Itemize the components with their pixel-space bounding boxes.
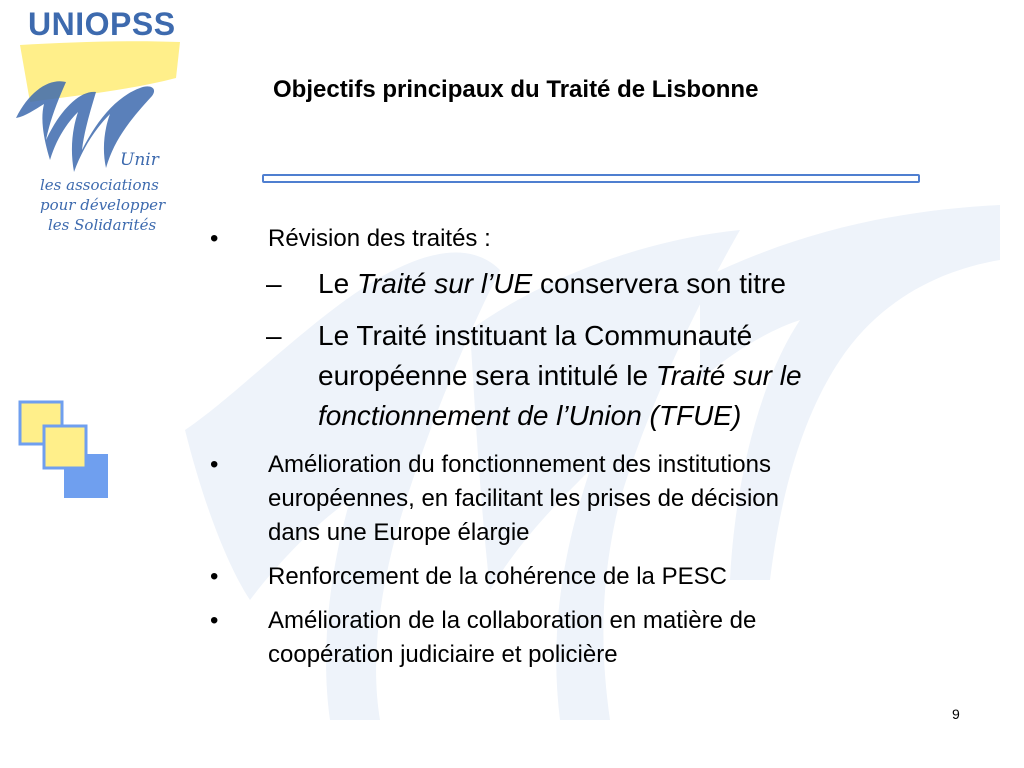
logo-wordmark: UNIOPSS [28, 6, 176, 42]
slide-title: Objectifs principaux du Traité de Lisbonne [273, 76, 759, 103]
text-run: Le [318, 268, 357, 299]
text-line: coopération judiciaire et policière [268, 641, 618, 668]
text-line: européennes, en facilitant les prises de décision [268, 485, 779, 512]
sub-bullet-text [318, 316, 802, 436]
bullet-text: Révision des traités : [268, 225, 491, 252]
text-run: conservera son titre [532, 268, 786, 299]
sub-bullet-text [318, 264, 786, 304]
uniopss-logo [0, 0, 200, 250]
bullet-marker: • [210, 225, 219, 252]
bullet-text [268, 604, 756, 672]
sub-bullet-marker: – [266, 320, 282, 351]
svg-text:pour développer: pour développer [40, 196, 166, 214]
svg-text:les associations: les associations [40, 176, 159, 194]
bullet-marker: • [210, 563, 219, 590]
text-run-italic: Traité sur l’UE [356, 268, 533, 299]
sub-bullet-marker: – [266, 268, 282, 299]
decorative-squares [14, 396, 114, 506]
svg-text:les Solidarités: les Solidarités [48, 216, 157, 234]
title-underline [262, 174, 920, 183]
text-line [318, 356, 802, 396]
svg-text:Unir: Unir [120, 150, 159, 170]
text-run: Le Traité instituant la Communauté [318, 320, 753, 351]
bullet-marker: • [210, 451, 219, 478]
text-run-italic: fonctionnement de l’Union (TFUE) [318, 400, 742, 431]
text-line: Amélioration de la collaboration en matière de [268, 607, 757, 634]
text-line [318, 396, 802, 436]
page-number: 9 [952, 706, 960, 722]
text-run-italic: Traité sur le [655, 360, 802, 391]
bullet-text [268, 448, 779, 550]
text-line [318, 316, 802, 356]
bullet-marker: • [210, 607, 219, 634]
text-line: dans une Europe élargie [268, 519, 530, 546]
bullet-text: Renforcement de la cohérence de la PESC [268, 563, 727, 590]
text-line: Amélioration du fonctionnement des institutions [268, 451, 771, 478]
text-run: européenne sera intitulé le [318, 360, 656, 391]
